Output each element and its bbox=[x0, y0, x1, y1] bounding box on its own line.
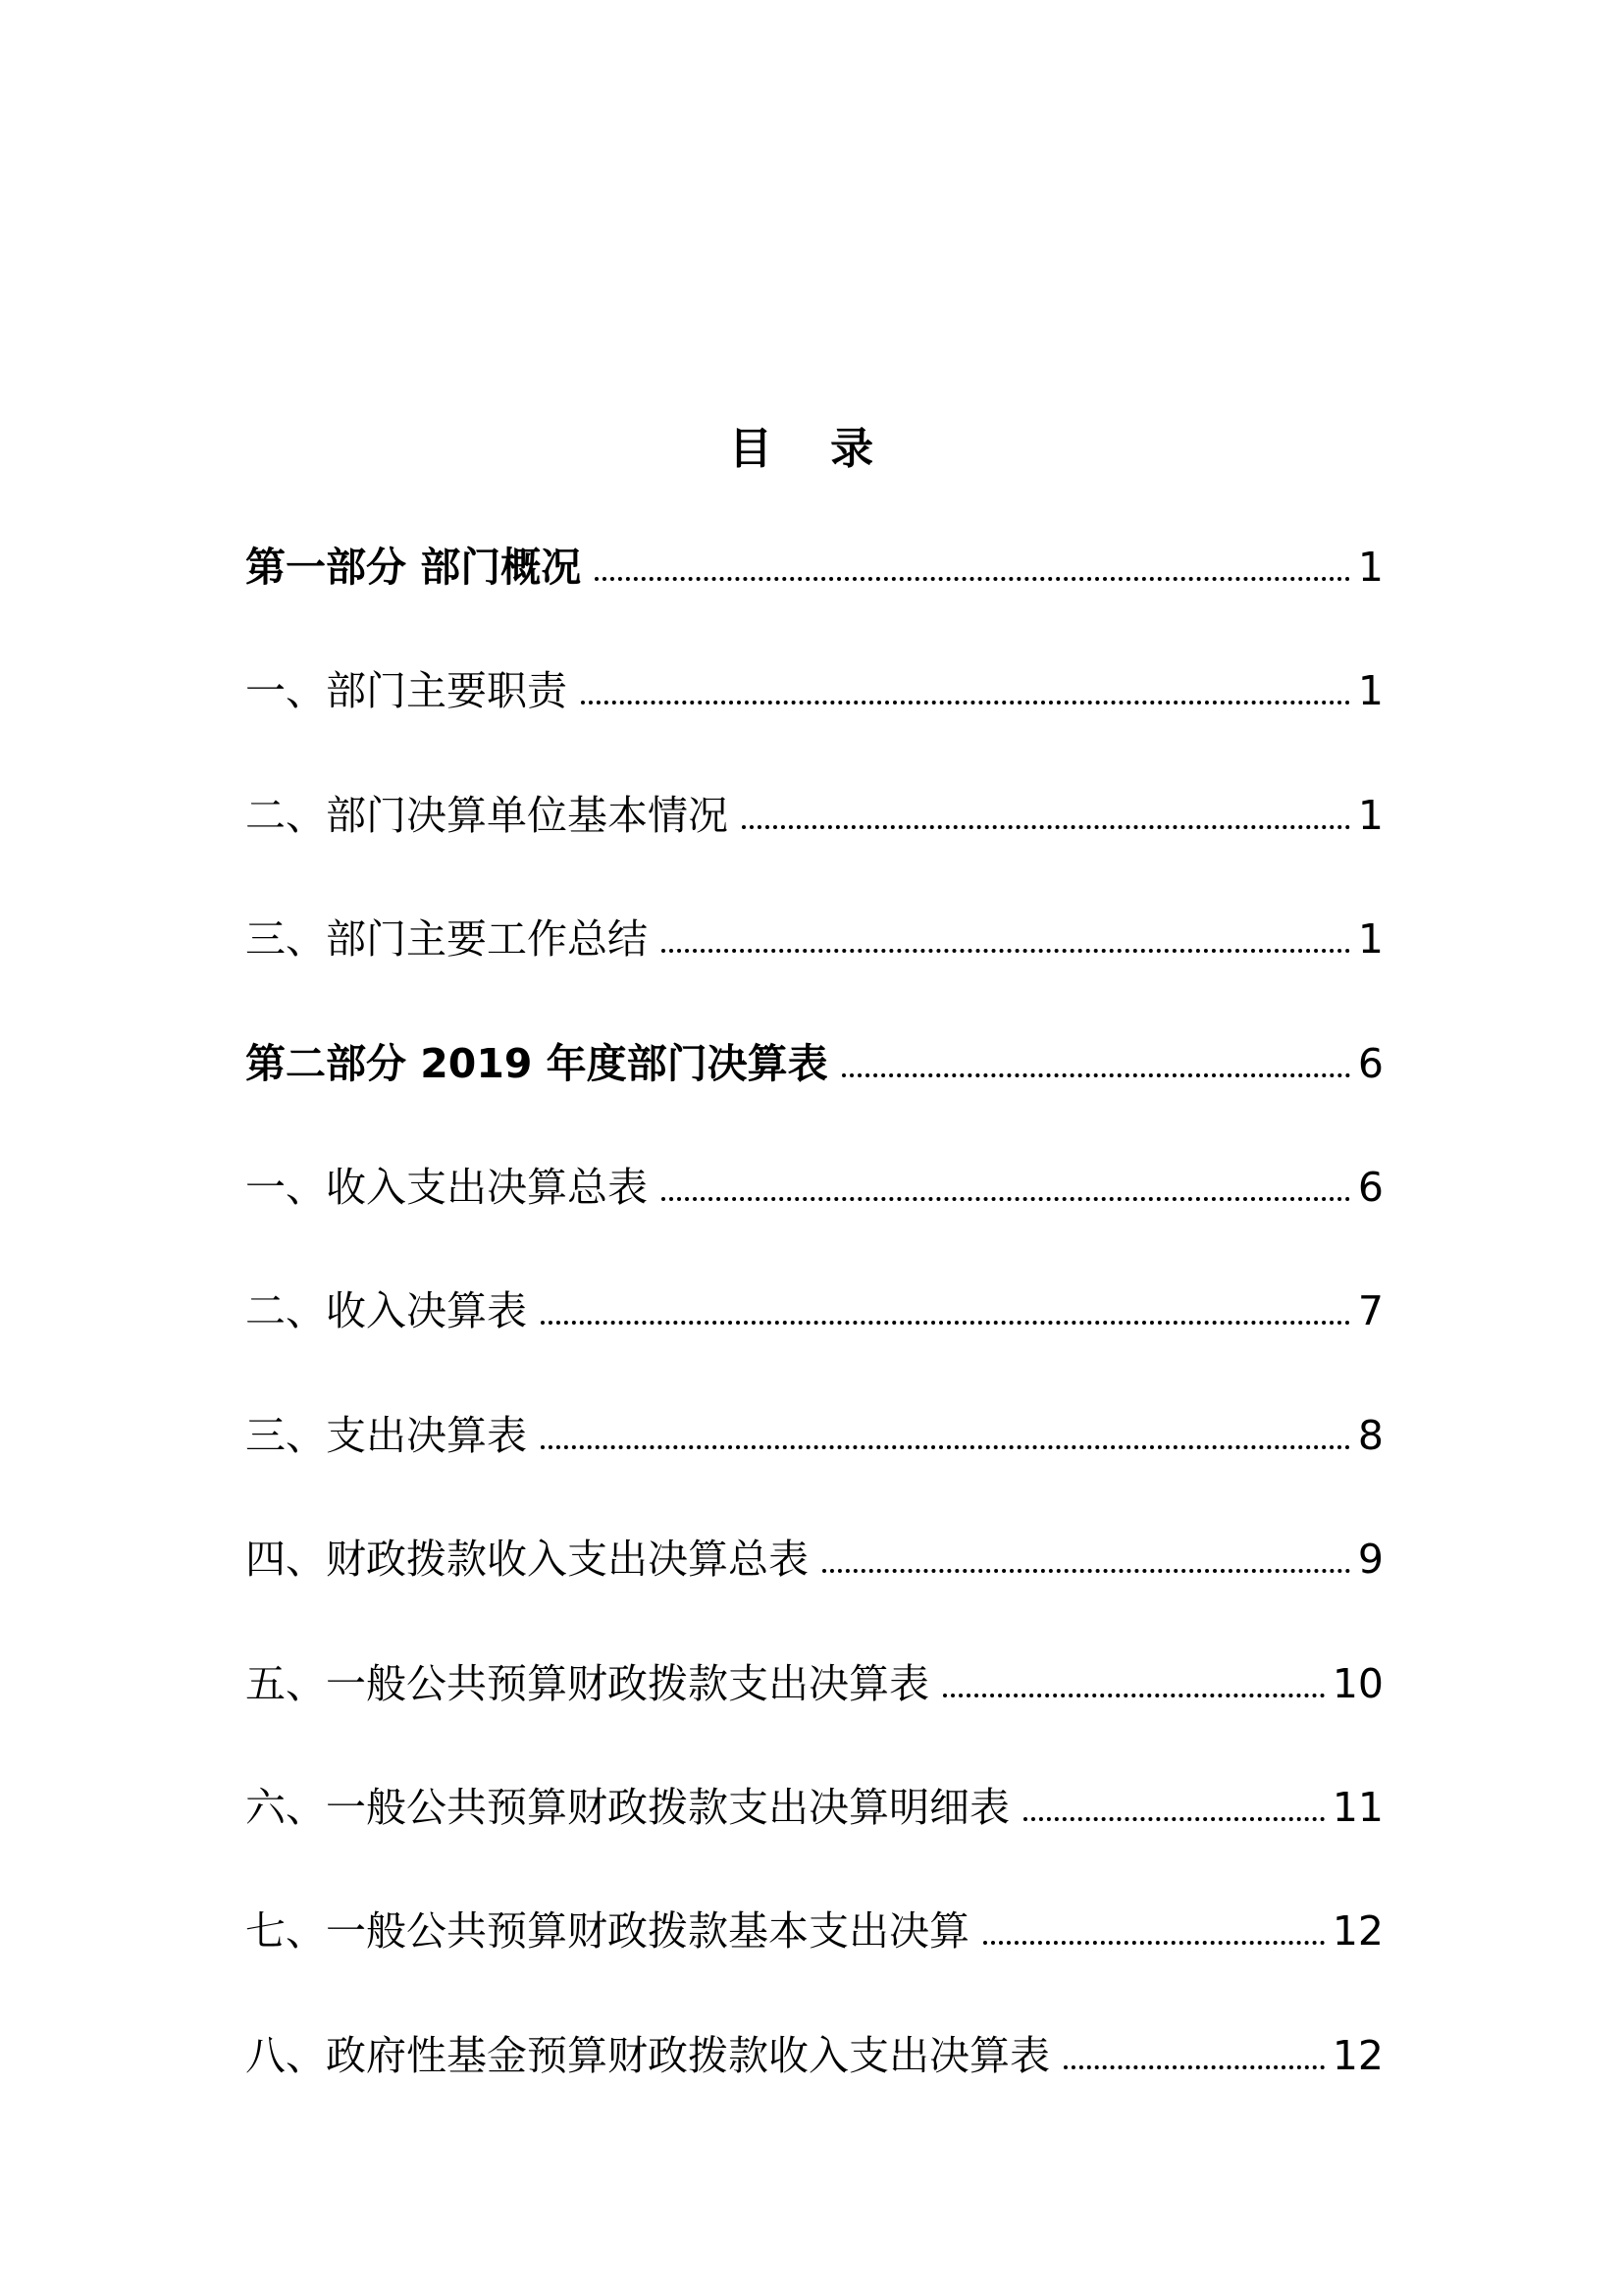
toc-entry-label: 第一部分 部门概况 bbox=[245, 544, 582, 591]
toc-entry-label: 三、支出决算表 bbox=[245, 1411, 527, 1459]
toc-entry-label: 五、一般公共预算财政拨款支出决算表 bbox=[245, 1659, 929, 1707]
toc-entry-page-number: 8 bbox=[1357, 1411, 1384, 1459]
toc-entry-label: 一、收入支出决算总表 bbox=[245, 1163, 648, 1211]
toc-leader-dots bbox=[943, 1694, 1325, 1697]
toc-entry-label: 一、部门主要职责 bbox=[245, 667, 567, 715]
toc-entry-label: 第二部分 2019 年度部门决算表 bbox=[245, 1039, 828, 1087]
toc-entry-page-number: 11 bbox=[1332, 1783, 1384, 1831]
toc-entry[interactable] bbox=[245, 1654, 1384, 1713]
toc-entry-page-number: 12 bbox=[1332, 2031, 1384, 2079]
toc-entry-page-number: 10 bbox=[1332, 1659, 1384, 1707]
toc-leader-dots bbox=[595, 577, 1350, 581]
toc-leader-dots bbox=[661, 1197, 1350, 1201]
toc-entry-page-number: 1 bbox=[1357, 915, 1384, 964]
toc-entry-label: 八、政府性基金预算财政拨款收入支出决算表 bbox=[245, 2031, 1050, 2079]
toc-entry[interactable] bbox=[245, 1281, 1384, 1340]
toc-leader-dots bbox=[742, 825, 1350, 829]
toc-entry-label: 四、财政拨款收入支出决算总表 bbox=[245, 1536, 809, 1584]
toc-entry[interactable] bbox=[245, 910, 1384, 968]
toc-leader-dots bbox=[822, 1569, 1350, 1573]
toc-entry-page-number: 1 bbox=[1357, 667, 1384, 715]
toc-leader-dots bbox=[581, 701, 1350, 704]
toc-entry-page-number: 1 bbox=[1357, 544, 1384, 591]
toc-entry[interactable] bbox=[245, 1902, 1384, 1960]
toc-entry[interactable] bbox=[245, 1158, 1384, 1217]
toc-leader-dots bbox=[1023, 1817, 1325, 1821]
toc-entry-page-number: 9 bbox=[1357, 1536, 1384, 1584]
toc-entry[interactable] bbox=[245, 1530, 1384, 1589]
toc-entry[interactable] bbox=[245, 1406, 1384, 1465]
toc-title: 目 录 bbox=[728, 424, 896, 474]
toc-leader-dots bbox=[541, 1321, 1350, 1325]
toc-entry[interactable] bbox=[245, 1034, 1384, 1093]
toc-leader-dots bbox=[983, 1941, 1325, 1945]
toc-entry[interactable] bbox=[245, 786, 1384, 845]
toc-entry-label: 六、一般公共预算财政拨款支出决算明细表 bbox=[245, 1783, 1010, 1831]
toc-leader-dots bbox=[541, 1445, 1350, 1449]
toc-entry-page-number: 7 bbox=[1357, 1287, 1384, 1335]
toc-entry-page-number: 6 bbox=[1357, 1039, 1384, 1087]
toc-entry[interactable] bbox=[245, 1778, 1384, 1837]
toc-leader-dots bbox=[661, 949, 1350, 953]
toc-entry-page-number: 6 bbox=[1357, 1163, 1384, 1211]
toc-entry-label: 三、部门主要工作总结 bbox=[245, 915, 648, 964]
toc-entry-label: 七、一般公共预算财政拨款基本支出决算 bbox=[245, 1907, 969, 1956]
toc-entry-label: 二、部门决算单位基本情况 bbox=[245, 791, 728, 839]
toc-entry-page-number: 12 bbox=[1332, 1907, 1384, 1956]
toc-entry-label: 二、收入决算表 bbox=[245, 1287, 527, 1335]
toc-list bbox=[245, 538, 1384, 2150]
toc-entry[interactable] bbox=[245, 661, 1384, 720]
toc-entry-page-number: 1 bbox=[1357, 791, 1384, 839]
toc-leader-dots bbox=[1064, 2065, 1325, 2069]
toc-entry[interactable] bbox=[245, 2026, 1384, 2085]
toc-entry[interactable] bbox=[245, 538, 1384, 597]
toc-leader-dots bbox=[842, 1073, 1350, 1077]
